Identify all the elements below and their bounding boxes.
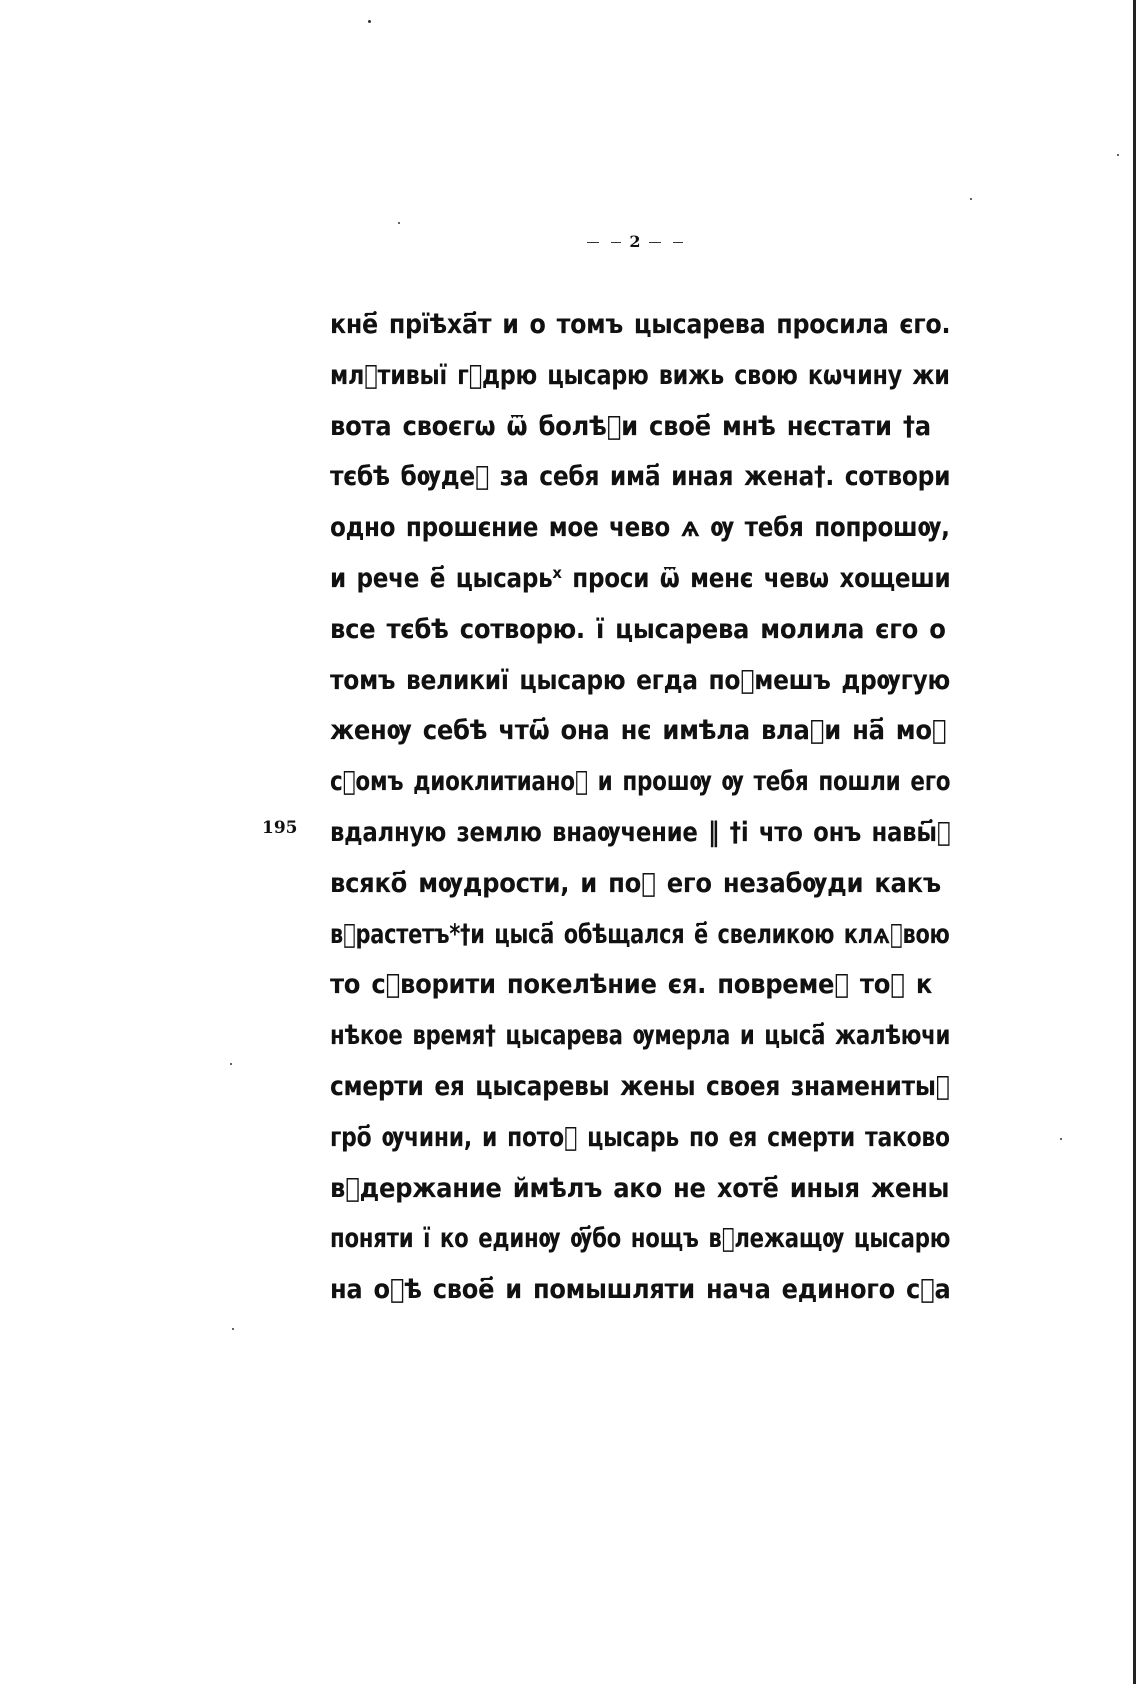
- text-line: на оⷬѣ свое҃ и помышляти нача единого сⷩа: [330, 1274, 951, 1306]
- text-line: вота своєгѡ ѿ болѣⷩи свое҃ мнѣ нєстати †а: [330, 410, 931, 442]
- text-line: томъ великиї цысарю егда поⷨмешъ дрѹгую: [330, 664, 950, 696]
- text-line: кне҃ прїѣха҃т и о томъ цысарева просила єго.: [330, 309, 951, 340]
- page-header: [575, 232, 695, 251]
- text-line: тєбѣ бѹдеⷮ за себя има҃ иная жена†. сотвори: [330, 461, 951, 493]
- scan-speck: [368, 20, 371, 23]
- margin-line-number: 195: [262, 818, 298, 838]
- text-line: то сⷪворити покелѣние єя. повремеⷩ тоⷨ к: [330, 969, 933, 1001]
- scan-speck: [398, 222, 400, 224]
- text-line: вⷪрастетъ*†и цыса҃ обѣщался е҃ свеликою клѧⷮвою: [330, 918, 950, 950]
- text-line: вⷪдержание ймѣлъ ако не хоте҃ иныя жены: [330, 1172, 950, 1204]
- text-line: женѹ себѣ чтѡ҃ она нє имѣла влаⷮи на҃ моⷨ: [330, 715, 947, 747]
- header-dash: [673, 242, 683, 243]
- page-edge-rule: [1133, 0, 1136, 1684]
- scan-speck: [1117, 154, 1119, 156]
- scan-speck: [1060, 1138, 1062, 1140]
- header-dash: [611, 242, 621, 243]
- text-block: [330, 300, 950, 1316]
- page-number: 2: [629, 232, 641, 251]
- header-dash: [649, 242, 661, 243]
- scan-speck: [230, 1063, 232, 1065]
- text-line: одно прошєние мое чево ѧ ѹ тебя попрошѹ,: [330, 512, 950, 544]
- text-line: сⷩомъ диоклитианоⷨ и прошѹ ѹ тебя пошли его: [330, 766, 951, 798]
- text-line: млⷭтивыї гⷭдрю цысарю вижь свою кѡчину жи: [330, 359, 950, 391]
- text-line: все тєбѣ сотворю. ї цысарева молила єго о: [330, 613, 946, 645]
- text-line: гро҃ ѹчини, и потоⷨ цысарь по ея смерти таково: [330, 1121, 950, 1153]
- scan-speck: [232, 1328, 234, 1330]
- header-dash: [587, 242, 599, 243]
- text-line: и рече е҃ цысарьˣ проси ѿ менє чевѡ хощеши: [330, 562, 951, 594]
- text-line: смерти ея цысаревы жены своея знаменитыⷨ: [330, 1070, 950, 1102]
- text-line: вдалную землю внаѹчение ‖ †і что онъ навы҃ⷦ: [330, 816, 951, 848]
- scan-speck: [970, 198, 972, 200]
- text-line: поняти ї ко единѹ ѹ҃бо нощъ вⷪлежащѹ цысарю: [330, 1223, 951, 1255]
- text-line: нѣкое время† цысарева ѹмерла и цыса҃ жалѣючи: [330, 1020, 951, 1052]
- text-line: всяко҃ мѹдрости, и поⷮ его незабѹди какъ: [330, 867, 941, 899]
